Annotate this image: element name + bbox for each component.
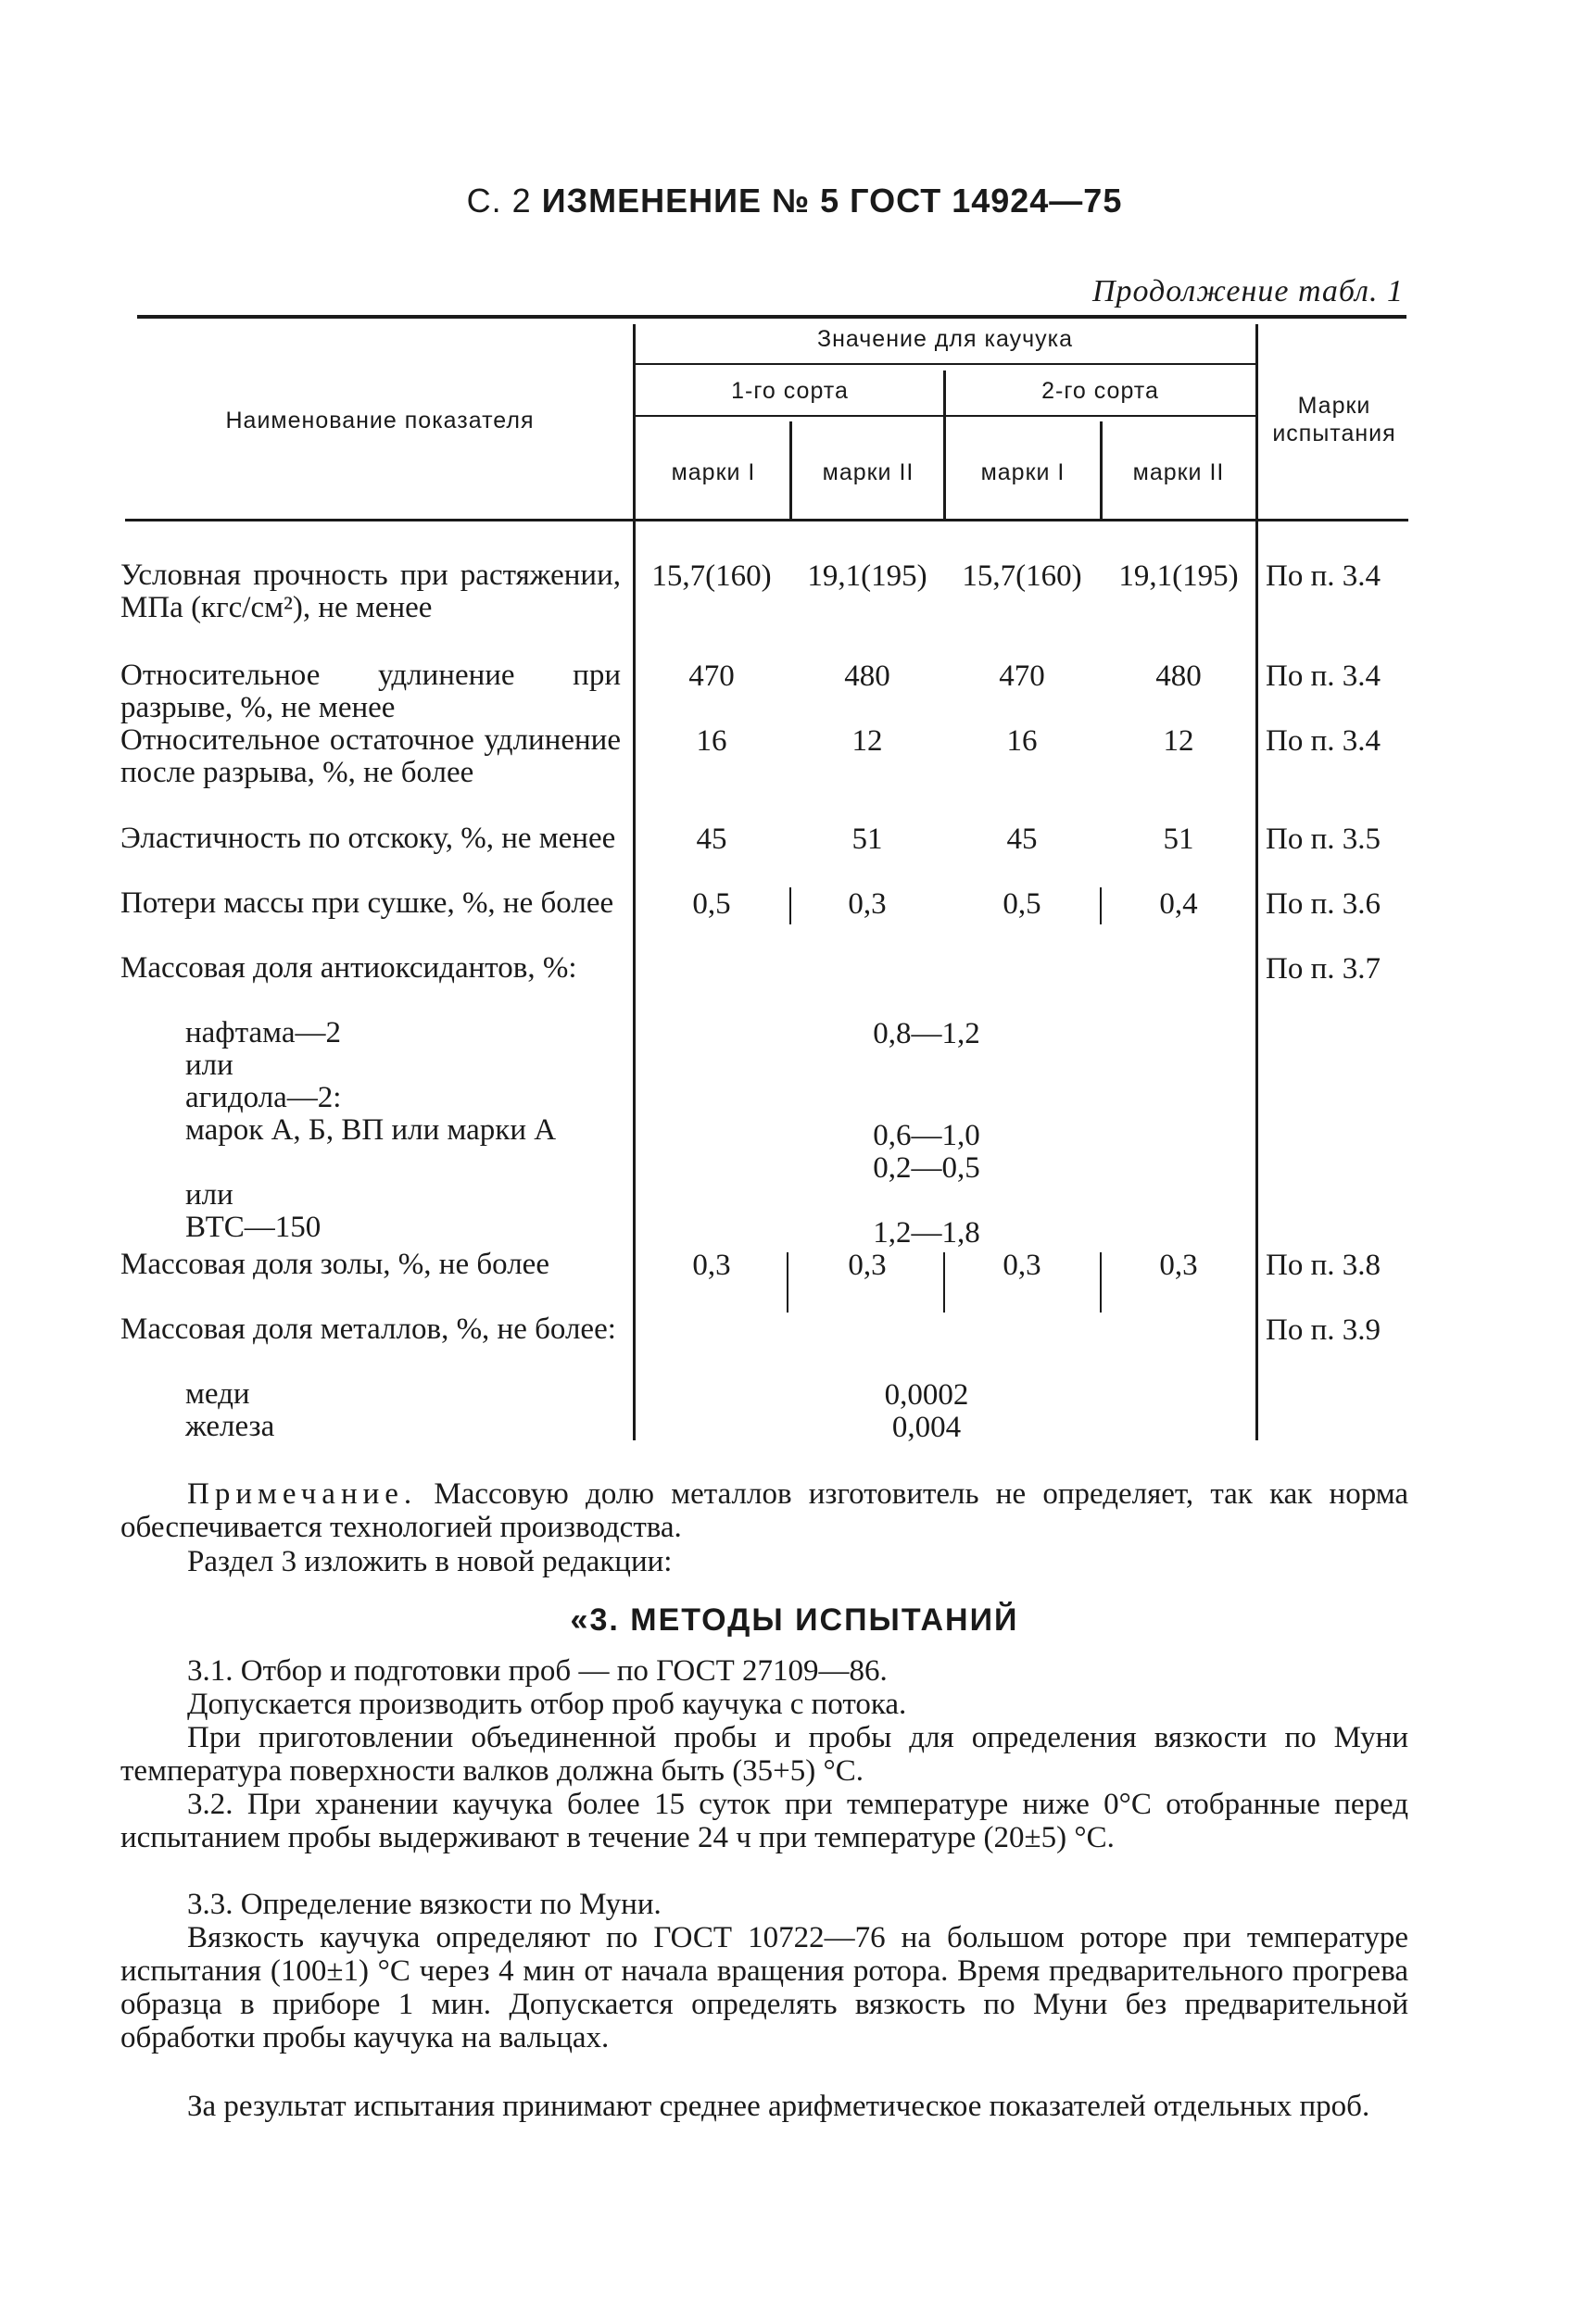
row-value: 0,3 (848, 1249, 887, 1282)
row-name: меди (185, 1377, 250, 1411)
row-value: 0,5 (692, 887, 731, 921)
row-value: 12 (1163, 724, 1194, 758)
row-divider (789, 887, 791, 924)
row-name: или (185, 1049, 233, 1082)
row-value: 15,7(160) (962, 559, 1082, 593)
merged-value: 0,2—0,5 (873, 1151, 980, 1185)
row-test-method: По п. 3.8 (1266, 1249, 1381, 1282)
row-divider (1100, 1252, 1102, 1313)
table-continuation-label: Продолжение табл. 1 (1091, 274, 1404, 308)
row-divider (1100, 887, 1102, 924)
paragraph: Допускается производить отбор проб каучука с потока. (187, 1688, 907, 1721)
row-test-method: По п. 3.4 (1266, 559, 1381, 593)
row-value: 0,3 (692, 1249, 731, 1282)
row-value: 0,5 (1003, 887, 1041, 921)
row-name: Условная прочность при растяжении, МПа (кгс/см²), не менее (120, 559, 621, 624)
row-name: марок А, Б, ВП или марки А (185, 1113, 557, 1147)
paragraph: 3.3. Определение вязкости по Муни. (187, 1888, 662, 1921)
row-name: нафтама—2 (185, 1016, 341, 1049)
row-value: 480 (1155, 660, 1202, 693)
header-value: Значение для каучука (817, 326, 1073, 352)
row-value: 16 (1006, 724, 1038, 758)
row-value: 45 (696, 823, 727, 856)
header-g1-mark-1: марки I (671, 459, 756, 485)
row-divider (943, 1252, 945, 1313)
row-name: Массовая доля металлов, %, не более: (120, 1313, 616, 1346)
row-value: 51 (851, 823, 883, 856)
note-text: Массовую долю металлов изготовитель не определяет, так как норма обеспечивается технологией производства. (120, 1477, 1408, 1544)
table-note (120, 1477, 1408, 1544)
row-value: 12 (851, 724, 883, 758)
row-test-method: По п. 3.9 (1266, 1313, 1381, 1347)
row-name: агидола—2: (185, 1081, 342, 1114)
row-name: Потери массы при сушке, %, не более (120, 886, 614, 920)
row-test-method: По п. 3.5 (1266, 823, 1381, 856)
row-name: Массовая доля антиоксидантов, %: (120, 951, 577, 985)
section-title: «3. МЕТОДЫ ИСПЫТАНИЙ (570, 1602, 1019, 1638)
row-name: Относительное остаточное удлинение после разрыва, %, не более (120, 723, 621, 789)
row-test-method: По п. 3.4 (1266, 660, 1381, 693)
row-value: 19,1(195) (807, 559, 927, 593)
table-vline-2 (789, 421, 792, 519)
paragraph: 3.2. При хранении каучука более 15 суток при температуре ниже 0°С отобранные перед испытанием пробы выдерживают в течение 24 ч при температуре (20±5) °С. (120, 1788, 1408, 1854)
row-name: Массовая доля золы, %, не более (120, 1248, 549, 1281)
row-name: железа (185, 1410, 275, 1443)
page-number: С. 2 (466, 182, 532, 220)
header-g2-mark-1: марки I (980, 459, 1066, 485)
table-header-bottom-rule (125, 519, 1408, 521)
row-name: ВТС—150 (185, 1211, 322, 1244)
header-grade-2: 2-го сорта (1041, 378, 1159, 404)
page-header (0, 182, 1589, 220)
table-top-rule (137, 315, 1406, 319)
row-name: Относительное удлинение при разрыве, %, не менее (120, 659, 621, 724)
document-title: ИЗМЕНЕНИЕ № 5 ГОСТ 14924—75 (541, 182, 1123, 220)
row-value: 51 (1163, 823, 1194, 856)
value-header-rule (635, 363, 1255, 365)
paragraph: При приготовлении объединенной пробы и пробы для определения вязкости по Муни температура поверхности валков должна быть (35+5) °С. (120, 1721, 1408, 1788)
row-value: 480 (844, 660, 890, 693)
note-label: Примечание. (187, 1477, 418, 1511)
row-divider (787, 1252, 788, 1313)
row-value: 19,1(195) (1118, 559, 1239, 593)
paragraph: За результат испытания принимают среднее арифметическое показателей отдельных проб. (187, 2090, 1370, 2123)
table-vline-4 (1255, 324, 1258, 1440)
row-value: 0,3 (1159, 1249, 1198, 1282)
row-test-method: По п. 3.7 (1266, 952, 1381, 986)
table-vline-5 (1100, 421, 1103, 519)
merged-value: 0,6—1,0 (873, 1119, 980, 1152)
header-test-1: Марки (1297, 393, 1371, 419)
section-instruction: Раздел 3 изложить в новой редакции: (187, 1545, 673, 1578)
merged-value: 1,2—1,8 (873, 1216, 980, 1250)
row-value: 0,3 (848, 887, 887, 921)
row-test-method: По п. 3.4 (1266, 724, 1381, 758)
merged-value: 0,0002 (884, 1378, 969, 1412)
header-indicator-name: Наименование показателя (225, 408, 535, 433)
row-value: 470 (688, 660, 735, 693)
row-name: Эластичность по отскоку, %, не менее (120, 822, 616, 855)
paragraph: 3.1. Отбор и подготовки проб — по ГОСТ 27109—86. (187, 1654, 888, 1688)
header-g1-mark-2: марки II (822, 459, 914, 485)
row-value: 0,4 (1159, 887, 1198, 921)
header-grade-1: 1-го сорта (731, 378, 849, 404)
merged-value: 0,8—1,2 (873, 1017, 980, 1050)
row-name: или (185, 1178, 233, 1212)
row-test-method: По п. 3.6 (1266, 887, 1381, 921)
row-value: 0,3 (1003, 1249, 1041, 1282)
row-value: 470 (999, 660, 1045, 693)
header-g2-mark-2: марки II (1132, 459, 1225, 485)
merged-value: 0,004 (891, 1411, 962, 1444)
row-value: 15,7(160) (651, 559, 772, 593)
row-value: 16 (696, 724, 727, 758)
paragraph: Вязкость каучука определяют по ГОСТ 10722—76 на большом роторе при температуре испытания (100±1) °С через 4 мин от начала вращения ротора. Время предварительного прогрева образца в приборе 1 мин. Допускается определять вязкость по Муни без предварительной обработки пробы каучука на вальцах. (120, 1921, 1408, 2054)
table-vline-3 (943, 371, 946, 519)
header-test-2: испытания (1272, 421, 1396, 446)
row-value: 45 (1006, 823, 1038, 856)
